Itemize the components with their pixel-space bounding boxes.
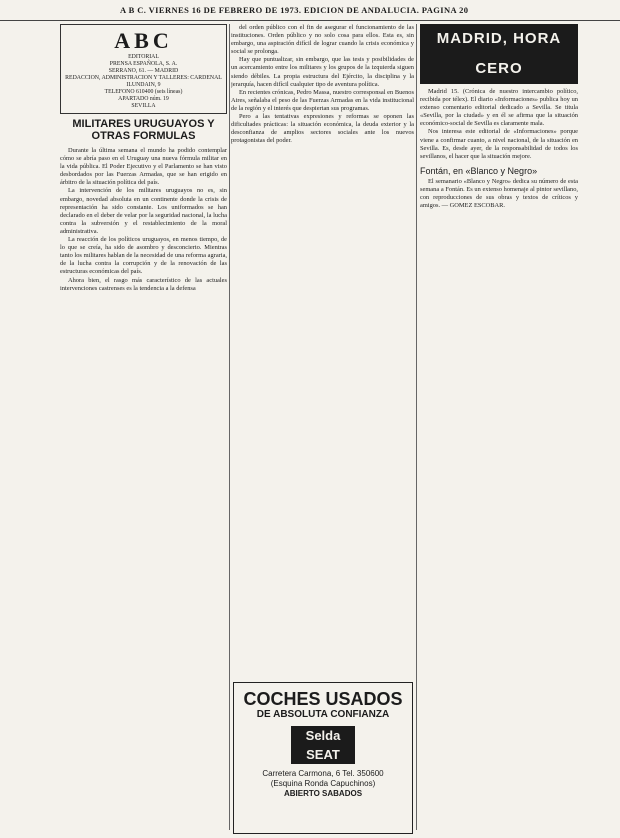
madrid-hora-cero-banner: MADRID, HORA CERO	[420, 24, 578, 84]
article-paragraph: Ahora bien, el rasgo más característico de las actuales intervenciones castrenses es la tendencia a la defensa	[60, 276, 227, 292]
masthead-line: PRENSA ESPAÑOLA, S. A.	[109, 61, 178, 67]
ad-hours: ABIERTO SABADOS	[283, 789, 363, 798]
seat-logo-bottom: SEAT	[306, 747, 340, 762]
column-left	[60, 24, 227, 830]
article-paragraph: En recientes crónicas, Pedro Massa, nuestro corresponsal en Buenos Aires, señalaba el peso de las Fuerzas Armadas en la vida institucional de la región y el interés que despiertan sus programas.	[231, 88, 414, 112]
article-paragraph: Madrid 15. (Crónica de nuestro intercambio político, recibida por télex). El diario «Informaciones» publica hoy un extenso comentario editorial dedicado a Sevilla. Se titula «Sevilla, por la ciudad» y en él se afirma que la situación económico-social de Sevilla es claramente mala.	[420, 88, 578, 128]
page-header	[0, 0, 620, 21]
article-headline: MILITARES URUGUAYOS Y OTRAS FORMULAS	[72, 118, 215, 142]
column-right	[420, 24, 578, 830]
column-rule-1	[229, 24, 230, 830]
ad-address: Carretera Carmona, 6 Tel. 350600	[262, 769, 384, 778]
seat-logo-top: Selda	[305, 728, 341, 743]
seat-advertisement	[233, 682, 413, 834]
seat-logo	[291, 726, 355, 764]
ad-subtitle: DE ABSOLUTA CONFIANZA	[256, 709, 390, 720]
article-paragraph: La intervención de los militares uruguayos no es, sin embargo, novedad absoluta en un continente donde la crisis de representación ha sido constante. Los uniformados se han declarado en el deber de velar por la seguridad nacional, la lucha contra la subversión y el restablecimiento de la moral administrativa.	[60, 187, 227, 235]
masthead-line: SEVILLA	[131, 103, 156, 109]
article-paragraph: Pero a las tentativas expresiones y reformas se oponen las dificultades prácticas: la situación económica, la deuda exterior y la desconfianza de amplios sectores sociales ante los nuevos protagonistas del poder.	[231, 113, 414, 145]
masthead-line: APARTADO núm. 19	[118, 96, 169, 102]
abc-logo: ABC	[114, 28, 173, 53]
fontan-subhead: Fontán, en «Blanco y Negro»	[420, 165, 538, 176]
masthead-line: REDACCION, ADMINISTRACION Y TALLERES: CARDENAL ILUNDAIN, 9	[65, 75, 222, 88]
column-rule-2	[416, 24, 417, 830]
article-paragraph: Hay que puntualizar, sin embargo, que las tesis y posibilidades de un acercamiento entre los militares y los grupos de la izquierda siguen siendo débiles. La propia estructura del Ejército, la disciplina y la jerarquía, hacen difícil cualquier tipo de aventura política.	[231, 56, 414, 88]
ad-title: COCHES USADOS	[243, 689, 403, 709]
masthead-line: TELEFONO 610400 (seis líneas)	[104, 89, 183, 95]
masthead-line: SERRANO, 61. — MADRID	[108, 68, 179, 74]
article-paragraph: El semanario «Blanco y Negro» dedica su número de esta semana a Fontán. Es un extenso homenaje al pintor sevillano, con reproducciones de sus obras y textos de críticos y amigos. — GOMEZ ESCOBAR.	[420, 177, 578, 210]
article-paragraph: Nos interesa este editorial de «Informaciones» porque viene a confirmar cuanto, a nivel nacional, de la situación en Sevilla. Es, desde ayer, de la responsabilidad de todos los sevillanos, el hacer que la situación mejore.	[420, 128, 578, 160]
article-paragraph: La reacción de los políticos uruguayos, en menos tiempo, de lo que se creía, ha sido de asombro y desconcierto. Mientras tanto los militares hablan de la necesidad de una reforma agraria, de la lucha contra la corrupción y de la renovación de las estructuras económicas del país.	[60, 236, 227, 276]
masthead-box	[60, 24, 227, 114]
masthead-line: EDITORIAL	[128, 54, 159, 60]
header-text: A B C. VIERNES 16 DE FEBRERO DE 1973. EDICION DE ANDALUCIA. PAGINA 20	[120, 5, 469, 15]
article-paragraph: del orden público con el fin de asegurar el funcionamiento de las instituciones. Orden público y no solo cosa para ellos. Esta es, sin embargo, una aspiración difícil de lograr cuando la crisis económica y social se prolonga.	[231, 24, 414, 56]
article-paragraph: Durante la última semana el mundo ha podido contemplar cómo se abría paso en el Uruguay una nueva fórmula militar en la vida pública. El Poder Ejecutivo y el Parlamento se han visto desbordados por las Fuerzas Armadas, que se han erigido en árbitro de la situación política del país.	[60, 147, 227, 187]
ad-address-note: (Esquina Ronda Capuchinos)	[270, 779, 376, 788]
